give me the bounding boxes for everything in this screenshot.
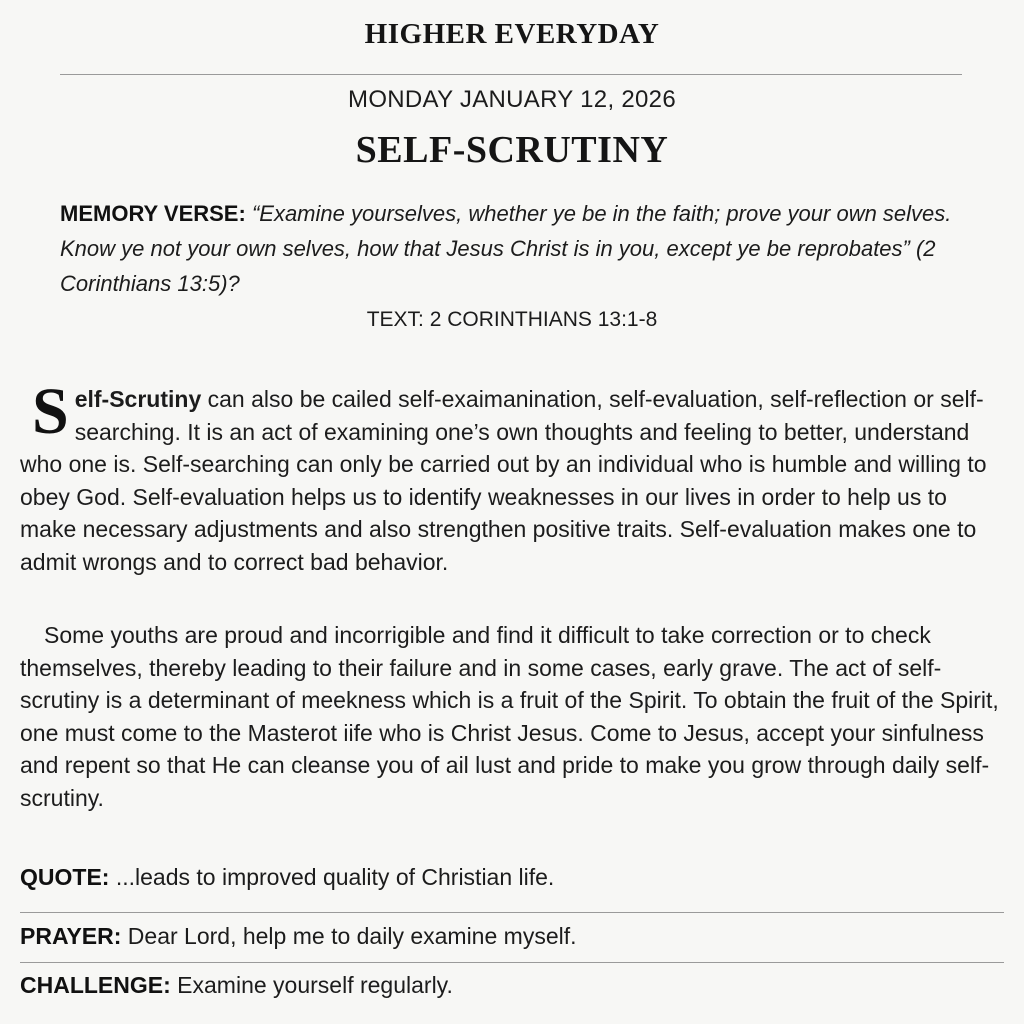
memory-verse-text: “Examine yourselves, whether ye be in the faith; prove your own selves. Know ye not your own selves, how that Jesus Christ is in you, except ye be reprobates” (2 Corinthians 13:5)?: [60, 201, 952, 296]
quote-divider: [20, 912, 1004, 913]
quote-label: QUOTE:: [20, 864, 110, 890]
body-paragraph-1: [20, 375, 1004, 578]
lead-term: elf-Scrutiny: [74, 386, 202, 412]
body-paragraph-2: Some youths are proud and incorrigible and find it difficult to take correction or to check themselves, thereby leading to their failure and in some cases, early grave. The act of self-scrutiny is a determinant of meekness which is a fruit of the Spirit. To obtain the fruit of the Spirit, one must come to the Masterot iife who is Christ Jesus. Come to Jesus, accept your sinfulness and repent so that He can cleanse you of ail lust and pride to make you grow through daily self-scrutiny.: [20, 622, 999, 811]
paragraph-1-text: can also be cailed self-exaimanination, self-evaluation, self-reflection or self-searching. It is an act of examining one’s own thoughts and feeling to better, understand who one is. Self-searching can only be carried out by an individual who is humble and willing to obey God. Self-evaluation helps us to identify weaknesses in our lives in order to help us to make necessary adjustments and also strengthen positive traits. Self-evaluation makes one to admit wrongs and to correct bad behavior.: [20, 386, 987, 575]
date-line: MONDAY JANUARY 12, 2026: [348, 86, 676, 113]
prayer-divider: [20, 962, 1004, 963]
drop-cap: S: [32, 375, 69, 448]
quote-line: [20, 864, 1004, 891]
challenge-text: Examine yourself regularly.: [170, 972, 453, 998]
quote-text: ...leads to improved quality of Christian life.: [109, 864, 555, 890]
memory-verse: [60, 196, 960, 301]
header-divider: [60, 74, 962, 75]
page-title: SELF-SCRUTINY: [355, 129, 669, 171]
prayer-label: PRAYER:: [20, 923, 122, 949]
text-reference: TEXT: 2 CORINTHIANS 13:1-8: [366, 308, 658, 331]
challenge-label: CHALLENGE:: [20, 972, 171, 998]
prayer-text: Dear Lord, help me to daily examine myself.: [121, 923, 577, 949]
memory-verse-label: MEMORY VERSE:: [60, 201, 246, 226]
publication-title: HIGHER EVERYDAY: [364, 18, 660, 50]
prayer-line: [20, 923, 1004, 950]
challenge-line: [20, 972, 1004, 999]
